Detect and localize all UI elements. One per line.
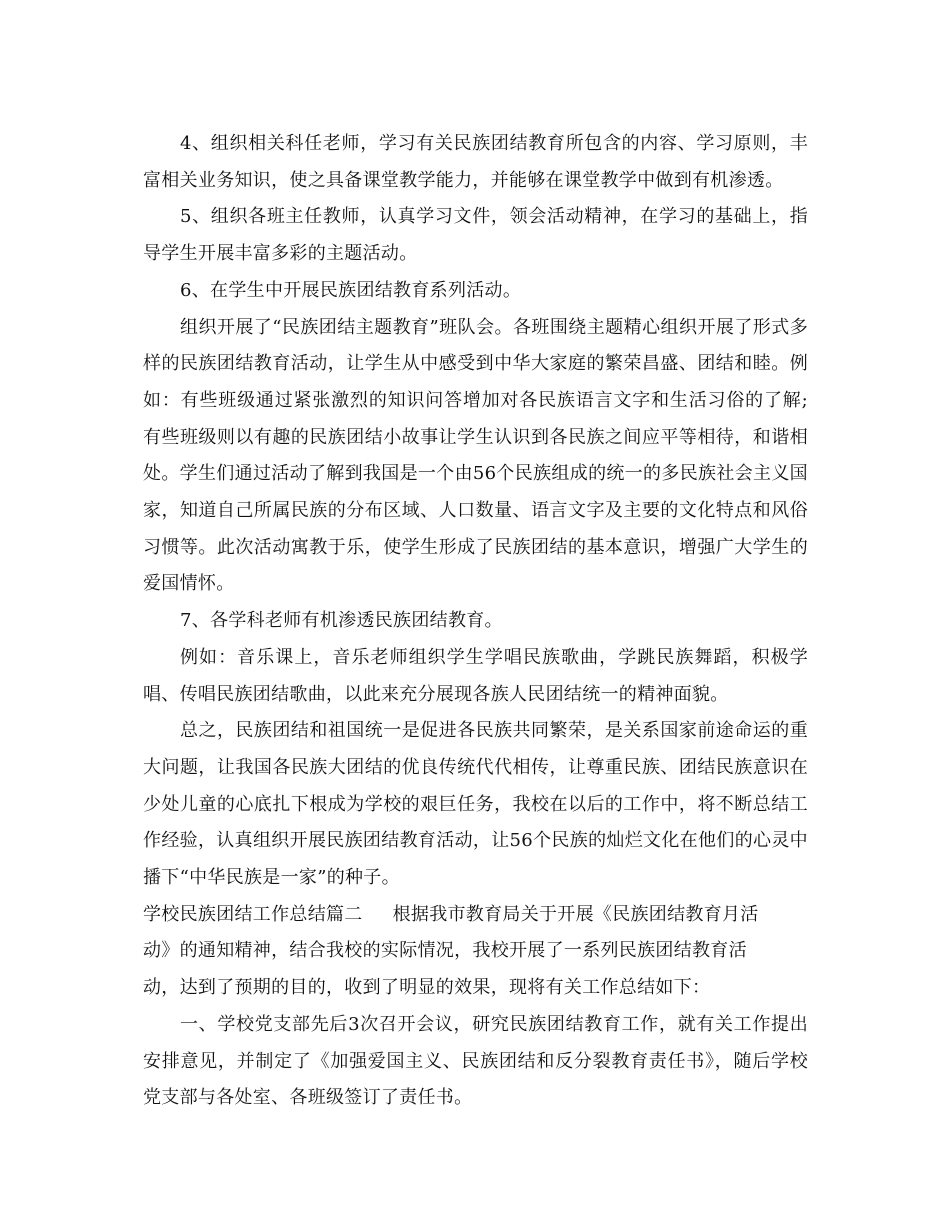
paragraph-item-7: 7、各学科老师有机渗透民族团结教育。 xyxy=(180,610,503,632)
paragraph-conclusion: 总之，民族团结和祖国统一是促进各民族共同繁荣，是关系国家前途命运的重大问题，让我国各民族大团结的优良传统代代相传，让尊重民族、团结民族意识在少处儿童的心底扎下根成为学校的艰巨任务，我校在以后的工作中，将不断总结工作经验，认真组织开展民族团结教育活动，让56个民族的灿烂文化在他们的心灵中播下“中华民族是一家”的种子。 xyxy=(143,720,808,889)
paragraph-item-6: 6、在学生中开展民族团结教育系列活动。 xyxy=(180,279,522,301)
section-intro: 根据我市教育局关于开展《民族团结教育月活动》的通知精神，结合我校的实际情况，我校开展了一系列民族团结教育活动，达到了预期的目的，收到了明显的效果，现将有关工作总结如下： xyxy=(143,903,759,999)
paragraph-class-meeting: 组织开展了“民族团结主题教育”班队会。各班围绕主题精心组织开展了形式多样的民族团结教育活动，让学生从中感受到中华大家庭的繁荣昌盛、团结和睦。例如：有些班级通过紧张激烈的知识问答增加对各民族语言文字和生活习俗的了解;有些班级则以有趣的民族团结小故事让学生认识到各民族之间应平等相待，和谐相处。学生们通过活动了解到我国是一个由56个民族组成的统一的多民族社会主义国家，知道自己所属民族的分布区域、人口数量、语言文字及主要的文化特点和风俗习惯等。此次活动寓教于乐，使学生形成了民族团结的基本意识，增强广大学生的爱国情怀。 xyxy=(143,316,808,595)
paragraph-item-5: 5、组织各班主任教师，认真学习文件，领会活动精神，在学习的基础上，指导学生开展丰富多彩的主题活动。 xyxy=(143,206,808,265)
document-body xyxy=(143,126,808,1117)
paragraph-music-example: 例如：音乐课上，音乐老师组织学生学唱民族歌曲，学跳民族舞蹈，积极学唱、传唱民族团结歌曲，以此来充分展现各族人民团结统一的精神面貌。 xyxy=(143,646,808,705)
paragraph-party-branch: 一、学校党支部先后3次召开会议，研究民族团结教育工作，就有关工作提出安排意见，并制定了《加强爱国主义、民族团结和反分裂教育责任书》，随后学校党支部与各处室、各班级签订了责任书。 xyxy=(143,1013,808,1109)
paragraph-item-4: 4、组织相关科任老师，学习有关民族团结教育所包含的内容、学习原则，丰富相关业务知识，使之具备课堂教学能力，并能够在课堂教学中做到有机渗透。 xyxy=(143,133,808,191)
section-heading-paragraph xyxy=(143,897,783,1007)
section-title: 学校民族团结工作总结篇二 xyxy=(143,903,363,925)
